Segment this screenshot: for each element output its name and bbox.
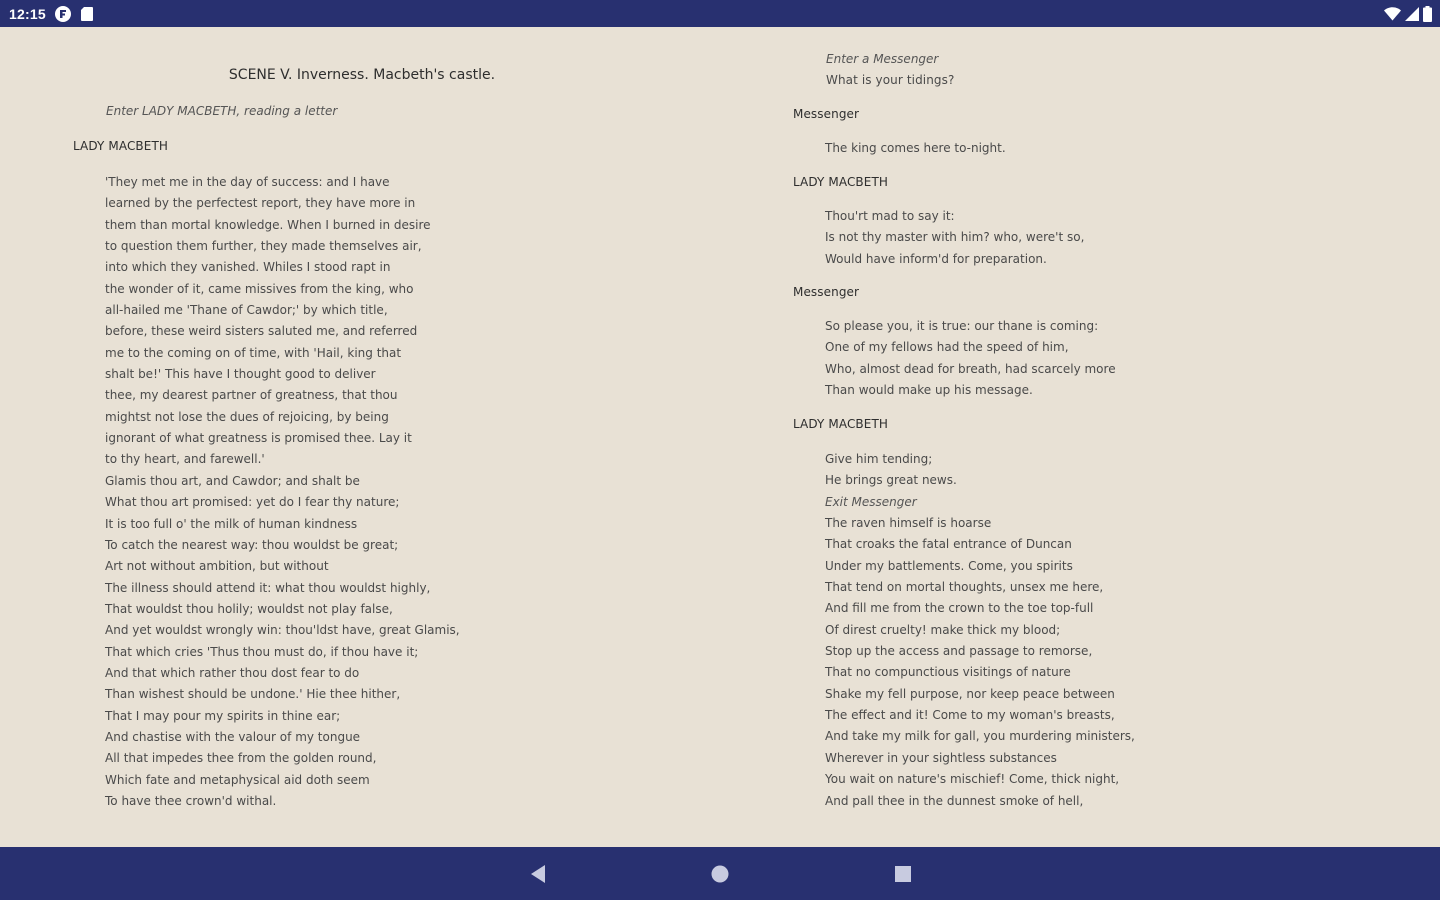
verse-line: All that impedes thee from the golden round, [105,751,377,766]
verse-line: before, these weird sisters saluted me, and referred [105,324,418,339]
status-bar-left [9,5,94,23]
verse-line: 'They met me in the day of success: and I have [105,175,390,189]
verse-line: me to the coming on of time, with 'Hail, king that [105,345,402,360]
verse-line: And fill me from the crown to the toe top-full [825,601,1094,616]
verse-line: To have thee crown'd withal. [105,793,277,808]
speaker-name: Messenger [793,107,860,121]
verse-line: That I may pour my spirits in thine ear; [105,708,341,723]
verse-line: to thy heart, and farewell.' [105,452,265,467]
speech-lines [825,206,1084,270]
verse-line: Who, almost dead for breath, had scarcely more [825,361,1116,376]
verse-line: One of my fellows had the speed of him, [825,340,1069,355]
verse-line: Stop up the access and passage to remorse, [825,644,1093,659]
back-icon [529,864,547,884]
speech-lines [825,449,1135,812]
verse-line: That which cries 'Thus thou must do, if thou have it; [105,644,419,659]
verse-line: shalt be!' This have I thought good to deliver [105,367,376,382]
speaker-name: LADY MACBETH [73,139,168,153]
speaker-name: Messenger [793,285,860,299]
verse-line: into which they vanished. Whiles I stood rapt in [105,260,391,275]
status-bar [0,0,1440,27]
verse-line: Wherever in your sightless substances [825,750,1057,765]
verse-line: You wait on nature's mischief! Come, thick night, [825,772,1120,787]
stage-direction-enter: Enter a Messenger [826,52,939,66]
verse-line: To catch the nearest way: thou wouldst be great; [105,537,399,552]
verse-line: The king comes here to-night. [825,141,1006,155]
verse-line: The raven himself is hoarse [825,516,992,531]
cell-signal-icon [1405,7,1419,21]
status-time: 12:15 [9,5,46,22]
verse-line: And that which rather thou dost fear to do [105,665,360,680]
verse-line: The illness should attend it: what thou wouldst highly, [105,580,431,595]
verse-line: the wonder of it, came missives from the king, who [105,281,414,296]
verse-line: What thou art promised: yet do I fear thy nature; [105,495,400,510]
verse-line: And yet wouldst wrongly win: thou'ldst have, great Glamis, [105,623,460,638]
verse-line: thee, my dearest partner of greatness, that thou [105,388,398,403]
verse-line: That no compunctious visitings of nature [825,665,1071,680]
wifi-icon [1384,7,1401,21]
navigation-bar [0,847,1440,900]
verse-line: Under my battlements. Come, you spirits [825,558,1073,573]
verse-line: learned by the perfectest report, they have more in [105,196,416,211]
speaker-name: LADY MACBETH [793,175,888,189]
scene-title: SCENE V. Inverness. Macbeth's castle. [228,67,496,83]
battery-icon [1423,6,1432,22]
verse-line: Exit Messenger [825,494,917,509]
verse-line: Thou'rt mad to say it: [825,209,955,223]
verse-line: That wouldst thou holily; wouldst not play false, [105,601,393,616]
verse-line: And pall thee in the dunnest smoke of hell, [825,793,1084,808]
verse-line: Give him tending; [825,452,933,466]
verse-line: And chastise with the valour of my tongue [105,729,361,744]
stage-direction: Enter LADY MACBETH, reading a letter [106,104,338,118]
verse-line: That croaks the fatal entrance of Duncan [825,537,1072,552]
verse-line: The effect and it! Come to my woman's breasts, [825,708,1115,723]
verse-line: Art not without ambition, but without [105,559,329,574]
app-notification-icon [54,5,72,23]
verse-line: mightst not lose the dues of rejoicing, by being [105,409,389,424]
verse-line: all-hailed me 'Thane of Cawdor;' by which title, [105,303,388,318]
verse-line: It is too full o' the milk of human kindness [105,516,358,531]
verse-line: And take my milk for gall, you murdering ministers, [825,729,1135,744]
speech-lines [825,316,1116,401]
verse-line: Shake my fell purpose, nor keep peace between [825,686,1115,701]
home-icon [710,864,730,884]
recents-button[interactable] [873,847,933,900]
verse-line: Of direst cruelty! make thick my blood; [825,622,1061,637]
verse-line: He brings great news. [825,473,957,488]
verse-line: That tend on mortal thoughts, unsex me here, [825,580,1104,595]
verse-line: Would have inform'd for preparation. [825,251,1047,266]
verse-line: to question them further, they made themselves air, [105,239,422,254]
recents-icon [894,865,912,883]
verse-line: them than mortal knowledge. When I burned in desire [105,217,431,232]
verse-line: Is not thy master with him? who, were't so, [825,230,1085,245]
home-button[interactable] [690,847,750,900]
speech-lines [105,172,460,812]
verse-line: Which fate and metaphysical aid doth seem [105,772,370,787]
verse-line: So please you, it is true: our thane is coming: [825,319,1099,333]
status-bar-right [1384,6,1432,22]
verse-line: Glamis thou art, and Cawdor; and shalt be [105,473,360,488]
speech-lines [825,138,1006,159]
speaker-name: LADY MACBETH [793,417,888,431]
verse-line: Than would make up his message. [825,383,1033,398]
verse-line: ignorant of what greatness is promised thee. Lay it [105,431,412,446]
sd-card-icon [80,6,94,22]
back-button[interactable] [508,847,568,900]
verse-line: Than wishest should be undone.' Hie thee hither, [105,687,401,702]
speech-line: What is your tidings? [826,73,955,87]
reader-page[interactable] [0,27,1440,847]
